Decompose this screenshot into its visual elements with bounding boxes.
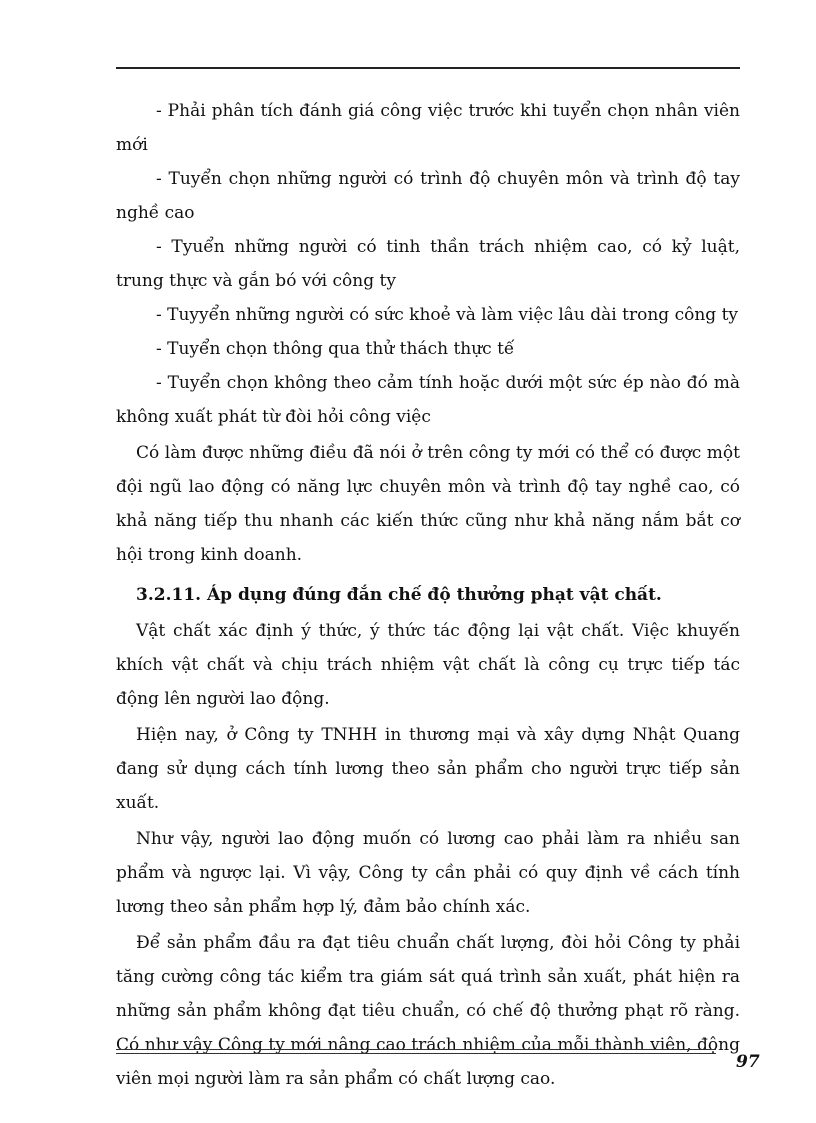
body-paragraph: Hiện nay, ở Công ty TNHH in thương mại và xây dựng Nhật Quang đang sử dụng cách tính lương theo sản phẩm cho người trực tiếp sản xuất. (116, 725, 740, 813)
bullet-item: - Tuyển chọn không theo cảm tính hoặc dưới một sức ép nào đó mà không xuất phát từ đòi hỏi công việc (116, 373, 740, 427)
bullet-item: - Tuyyển những người có sức khoẻ và làm việc lâu dài trong công ty (156, 305, 739, 325)
bullet-item: - Tyuển những người có tinh thần trách nhiệm cao, có kỷ luật, trung thực và gắn bó với công ty (116, 237, 740, 291)
section-heading: 3.2.11. Áp dụng đúng đắn chế độ thưởng phạt vật chất. (136, 585, 662, 605)
document-body (116, 94, 740, 1096)
body-paragraph: Như vậy, người lao động muốn có lương cao phải làm ra nhiều san phẩm và ngược lại. Vì vậy, Công ty cần phải có quy định về cách tính lương theo sản phẩm hợp lý, đảm bảo chính xác. (116, 829, 740, 917)
header-rule (116, 67, 740, 69)
bullet-item: - Phải phân tích đánh giá công việc trước khi tuyển chọn nhân viên mới (116, 101, 740, 155)
page-number: 97 (736, 1052, 760, 1072)
footer-rule (116, 1049, 716, 1054)
body-paragraph: Vật chất xác định ý thức, ý thức tác động lại vật chất. Việc khuyến khích vật chất và chịu trách nhiệm vật chất là công cụ trực tiếp tác động lên người lao động. (116, 621, 740, 709)
body-paragraph: Để sản phẩm đầu ra đạt tiêu chuẩn chất lượng, đòi hỏi Công ty phải tăng cường công tác kiểm tra giám sát quá trình sản xuất, phát hiện ra những sản phẩm không đạt tiêu chuẩn, có chế độ thưởng phạt rõ ràng. Có như vậy Công ty mới nâng cao trách nhiệm của mỗi thành viên, động viên mọi người làm ra sản phẩm có chất lượng cao. (116, 933, 740, 1089)
bullet-item: - Tuyển chọn thông qua thử thách thực tế (156, 339, 515, 359)
bullet-item: - Tuyển chọn những người có trình độ chuyên môn và trình độ tay nghề cao (116, 169, 740, 223)
body-paragraph: Có làm được những điều đã nói ở trên công ty mới có thể có được một đội ngũ lao động có năng lực chuyên môn và trình độ tay nghề cao, có khả năng tiếp thu nhanh các kiến thức cũng như khả năng nắm bắt cơ hội trong kinh doanh. (116, 443, 740, 565)
